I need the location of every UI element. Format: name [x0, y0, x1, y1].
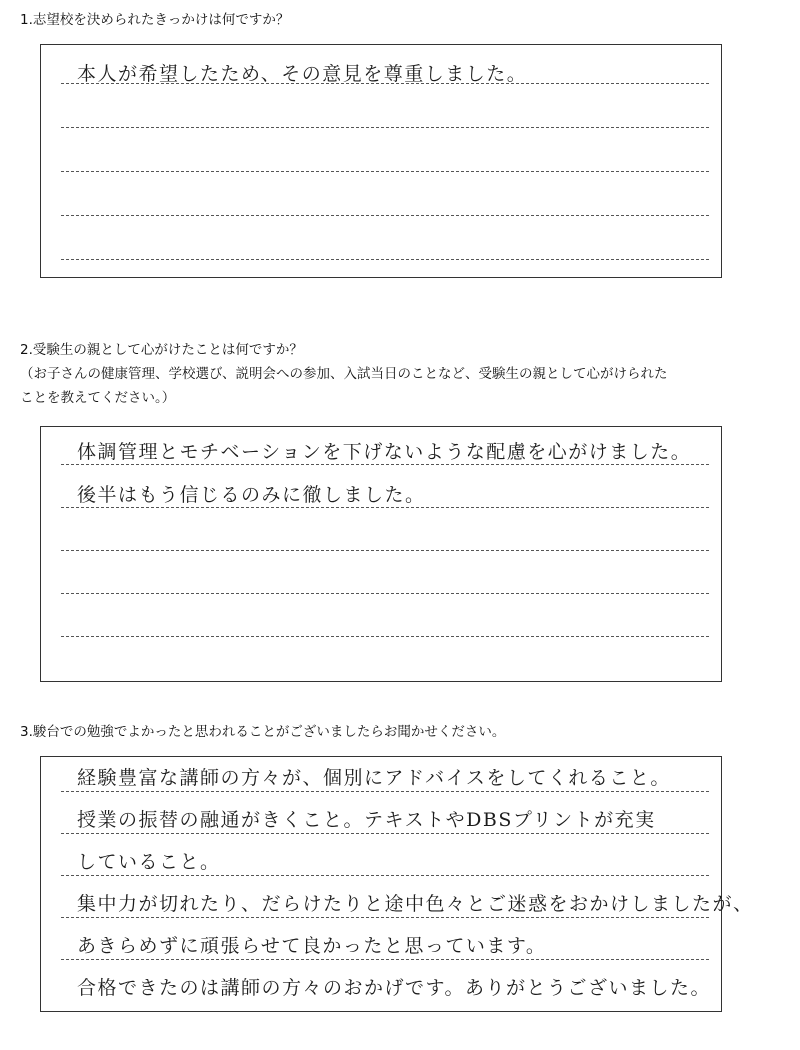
ruled-line — [61, 171, 709, 172]
answer-1-line-1: 本人が希望したため、その意見を尊重しました。 — [77, 63, 528, 85]
answer-3-line-6: 合格できたのは講師の方々のおかげです。ありがとうございました。 — [77, 977, 711, 999]
answer-3-line-4: 集中力が切れたり、だらけたりと途中色々とご迷惑をおかけしましたが、 — [77, 893, 754, 915]
ruled-line — [61, 833, 709, 834]
answer-3-line-1: 経験豊富な講師の方々が、個別にアドバイスをしてくれること。 — [77, 767, 671, 789]
answer-box-1 — [40, 44, 722, 278]
question-2-block — [20, 338, 667, 410]
answer-2-line-2: 後半はもう信じるのみに徹しました。 — [77, 484, 426, 506]
ruled-line — [61, 917, 709, 918]
ruled-line — [61, 83, 709, 84]
answer-box-3 — [40, 756, 754, 1012]
answer-3-line-3: していること。 — [77, 851, 221, 873]
ruled-line — [61, 127, 709, 128]
answer-2-line-1: 体調管理とモチベーションを下げないような配慮を心がけました。 — [77, 441, 692, 463]
question-2-title: 2.受験生の親として心がけたことは何ですか？ — [20, 342, 303, 358]
question-2-note-line-2: ことを教えてください。） — [20, 390, 176, 406]
ruled-line — [61, 791, 709, 792]
question-3-title: 3.駿台での勉強でよかったと思われることがございましたらお聞かせください。 — [20, 724, 506, 740]
ruled-line — [61, 636, 709, 637]
answer-box-2 — [40, 426, 722, 682]
ruled-line — [61, 875, 709, 876]
ruled-line — [61, 259, 709, 260]
ruled-line — [61, 550, 709, 551]
answer-3-line-2: 授業の振替の融通がきくこと。テキストやDBSプリントが充実 — [77, 809, 656, 831]
ruled-line — [61, 959, 709, 960]
ruled-line — [61, 464, 709, 465]
question-1-title: 1.志望校を決められたきっかけは何ですか？ — [20, 12, 290, 28]
question-2-note-line-1: （お子さんの健康管理、学校選び、説明会への参加、入試当日のことなど、受験生の親として心がけられた — [20, 366, 668, 382]
ruled-line — [61, 215, 709, 216]
answer-3-line-5: あきらめずに頑張らせて良かったと思っています。 — [77, 935, 547, 957]
ruled-line — [61, 507, 709, 508]
ruled-line — [61, 593, 709, 594]
